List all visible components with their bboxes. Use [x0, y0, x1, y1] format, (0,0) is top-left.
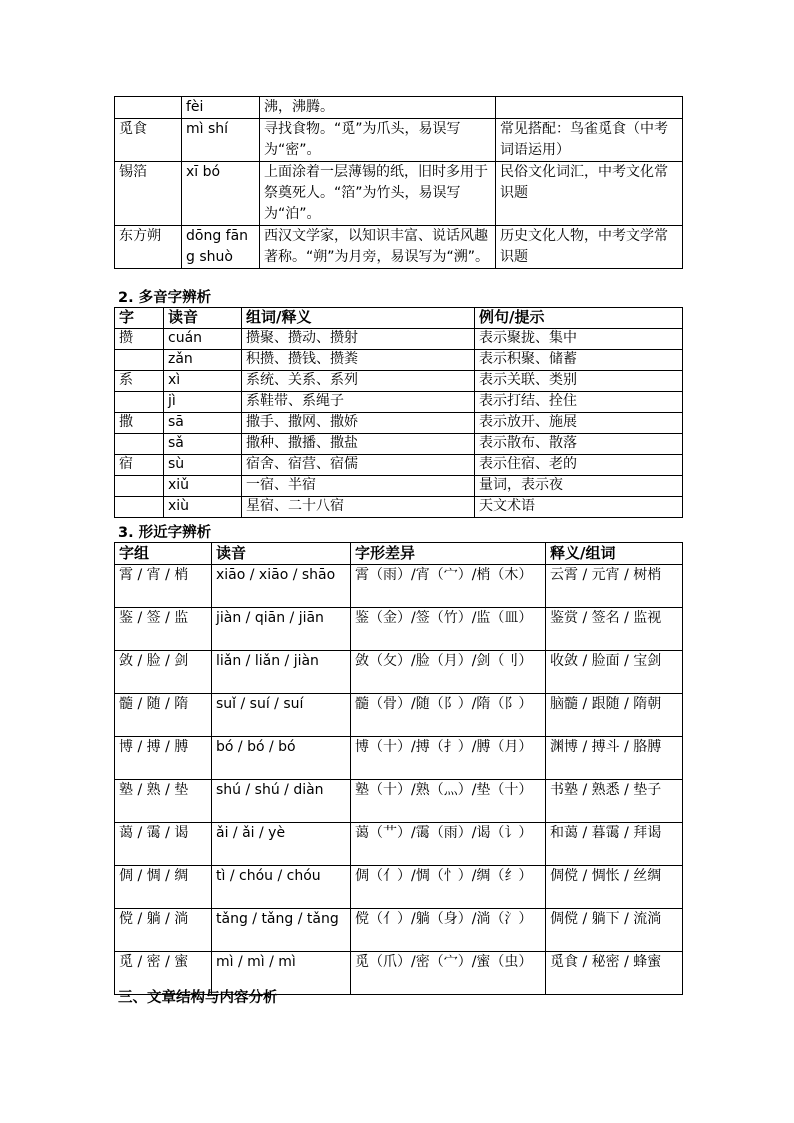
cell-char — [115, 350, 164, 371]
cell-diff: 倜（亻）/惆（忄）/绸（纟） — [351, 866, 546, 909]
polyphone-row — [115, 413, 683, 434]
polyphone-row — [115, 497, 683, 518]
cell-words: 系鞋带、系绳子 — [242, 392, 475, 413]
polyphone-row — [115, 434, 683, 455]
cell-words: 撒手、撒网、撒娇 — [242, 413, 475, 434]
cell-diff: 觅（爪）/密（宀）/蜜（虫） — [351, 952, 546, 995]
cell-char — [115, 392, 164, 413]
similar-chars-row — [115, 909, 683, 952]
cell-diff: 蔼（艹）/霭（雨）/谒（讠） — [351, 823, 546, 866]
cell-reading: xì — [164, 371, 242, 392]
header-cell: 字形差异 — [351, 543, 546, 565]
cell-words: 觅食 / 秘密 / 蜂蜜 — [546, 952, 683, 995]
cell-words: 倜傥 / 躺下 / 流淌 — [546, 909, 683, 952]
cell-words: 书塾 / 熟悉 / 垫子 — [546, 780, 683, 823]
header-cell: 字组 — [115, 543, 212, 565]
cell-reading: xiù — [164, 497, 242, 518]
cell-hint: 表示积聚、储蓄 — [475, 350, 683, 371]
cell-words: 积攒、攒钱、攒粪 — [242, 350, 475, 371]
cell-diff: 髓（骨）/随（阝）/隋（阝） — [351, 694, 546, 737]
section-heading-similar-chars: 3. 形近字辨析 — [118, 525, 212, 541]
cell-reading: xiǔ — [164, 476, 242, 497]
vocab-table — [114, 96, 683, 269]
polyphone-row — [115, 455, 683, 476]
polyphone-row — [115, 329, 683, 350]
cell-group: 敛 / 脸 / 剑 — [115, 651, 212, 694]
cell-diff: 塾（十）/熟（灬）/垫（十） — [351, 780, 546, 823]
cell-reading: xiāo / xiāo / shāo — [212, 565, 351, 608]
cell-reading: sǎ — [164, 434, 242, 455]
cell-reading: jì — [164, 392, 242, 413]
cell-meaning: 西汉文学家，以知识丰富、说话风趣著称。“朔”为月旁，易误写为“溯”。 — [260, 226, 496, 269]
cell-reading: tì / chóu / chóu — [212, 866, 351, 909]
cell-reading: bó / bó / bó — [212, 737, 351, 780]
vocab-row — [115, 162, 683, 226]
cell-reading: ǎi / ǎi / yè — [212, 823, 351, 866]
cell-pinyin: mì shí — [182, 119, 260, 162]
cell-diff: 敛（攵）/脸（月）/剑（刂） — [351, 651, 546, 694]
cell-words: 一宿、半宿 — [242, 476, 475, 497]
vocab-row — [115, 119, 683, 162]
similar-chars-row — [115, 780, 683, 823]
cell-group: 傥 / 躺 / 淌 — [115, 909, 212, 952]
cell-words: 攒聚、攒动、攒射 — [242, 329, 475, 350]
header-cell: 读音 — [164, 308, 242, 329]
similar-chars-row — [115, 651, 683, 694]
cell-group: 倜 / 惆 / 绸 — [115, 866, 212, 909]
cell-char: 系 — [115, 371, 164, 392]
polyphone-header-row — [115, 308, 683, 329]
cell-words: 渊博 / 搏斗 / 胳膊 — [546, 737, 683, 780]
cell-word: 锡箔 — [115, 162, 182, 226]
cell-reading: tǎng / tǎng / tǎng — [212, 909, 351, 952]
cell-note: 历史文化人物，中考文学常识题 — [496, 226, 683, 269]
vocab-row — [115, 226, 683, 269]
cell-char: 攒 — [115, 329, 164, 350]
cell-hint: 天文术语 — [475, 497, 683, 518]
header-cell: 组词/释义 — [242, 308, 475, 329]
cell-char — [115, 434, 164, 455]
polyphone-row — [115, 371, 683, 392]
cell-word: 觅食 — [115, 119, 182, 162]
cell-words: 收敛 / 脸面 / 宝剑 — [546, 651, 683, 694]
cell-char — [115, 497, 164, 518]
cell-group: 觅 / 密 / 蜜 — [115, 952, 212, 995]
cell-meaning: 上面涂着一层薄锡的纸，旧时多用于祭奠死人。“箔”为竹头，易误写为“泊”。 — [260, 162, 496, 226]
cell-pinyin: dōng fāng shuò — [182, 226, 260, 269]
similar-chars-row — [115, 866, 683, 909]
vocab-table-body — [115, 97, 683, 269]
cell-word: 东方朔 — [115, 226, 182, 269]
header-cell: 字 — [115, 308, 164, 329]
cell-meaning: 沸，沸腾。 — [260, 97, 496, 119]
similar-chars-row — [115, 737, 683, 780]
polyphone-table-body — [115, 329, 683, 518]
similar-chars-row — [115, 823, 683, 866]
cell-words: 鉴赏 / 签名 / 监视 — [546, 608, 683, 651]
cell-hint: 表示散布、散落 — [475, 434, 683, 455]
cell-reading: shú / shú / diàn — [212, 780, 351, 823]
cell-pinyin: xī bó — [182, 162, 260, 226]
cell-reading: zǎn — [164, 350, 242, 371]
cell-char — [115, 476, 164, 497]
cell-reading: mì / mì / mì — [212, 952, 351, 995]
cell-hint: 表示打结、拴住 — [475, 392, 683, 413]
cell-words: 宿舍、宿营、宿儒 — [242, 455, 475, 476]
cell-char: 宿 — [115, 455, 164, 476]
cell-group: 塾 / 熟 / 垫 — [115, 780, 212, 823]
cell-reading: jiàn / qiān / jiān — [212, 608, 351, 651]
cell-note — [496, 97, 683, 119]
cell-hint: 表示放开、施展 — [475, 413, 683, 434]
similar-chars-table-body — [115, 565, 683, 995]
cell-words: 云霄 / 元宵 / 树梢 — [546, 565, 683, 608]
similar-chars-row — [115, 608, 683, 651]
polyphone-row — [115, 392, 683, 413]
cell-group: 霄 / 宵 / 梢 — [115, 565, 212, 608]
similar-chars-table — [114, 542, 683, 995]
cell-group: 鉴 / 签 / 监 — [115, 608, 212, 651]
cell-words: 脑髓 / 跟随 / 隋朝 — [546, 694, 683, 737]
cell-reading: suǐ / suí / suí — [212, 694, 351, 737]
header-cell: 读音 — [212, 543, 351, 565]
cell-hint: 表示住宿、老的 — [475, 455, 683, 476]
cell-pinyin: fèi — [182, 97, 260, 119]
header-cell: 释义/组词 — [546, 543, 683, 565]
cell-diff: 鉴（金）/签（竹）/监（皿） — [351, 608, 546, 651]
cell-reading: liǎn / liǎn / jiàn — [212, 651, 351, 694]
cell-note: 民俗文化词汇，中考文化常识题 — [496, 162, 683, 226]
cell-diff: 霄（雨）/宵（宀）/梢（木） — [351, 565, 546, 608]
similar-chars-row — [115, 565, 683, 608]
cell-group: 蔼 / 霭 / 谒 — [115, 823, 212, 866]
vocab-row — [115, 97, 683, 119]
cell-meaning: 寻找食物。“觅”为爪头，易误写为“密”。 — [260, 119, 496, 162]
cell-group: 髓 / 随 / 隋 — [115, 694, 212, 737]
cell-words: 星宿、二十八宿 — [242, 497, 475, 518]
cell-diff: 傥（亻）/躺（身）/淌（氵） — [351, 909, 546, 952]
cell-words: 撒种、撒播、撒盐 — [242, 434, 475, 455]
cell-char: 撒 — [115, 413, 164, 434]
cell-word — [115, 97, 182, 119]
cell-group: 博 / 搏 / 膊 — [115, 737, 212, 780]
cell-words: 系统、关系、系列 — [242, 371, 475, 392]
cell-words: 和蔼 / 暮霭 / 拜谒 — [546, 823, 683, 866]
polyphone-row — [115, 350, 683, 371]
cell-reading: cuán — [164, 329, 242, 350]
polyphone-table — [114, 307, 683, 518]
header-cell: 例句/提示 — [475, 308, 683, 329]
cell-hint: 表示关联、类别 — [475, 371, 683, 392]
similar-chars-row — [115, 694, 683, 737]
section-heading-polyphone: 2. 多音字辨析 — [118, 290, 212, 306]
polyphone-row — [115, 476, 683, 497]
cell-reading: sù — [164, 455, 242, 476]
section-heading-structure: 三、文章结构与内容分析 — [118, 990, 278, 1006]
cell-diff: 博（十）/搏（扌）/膊（月） — [351, 737, 546, 780]
similar-chars-header-row — [115, 543, 683, 565]
cell-reading: sā — [164, 413, 242, 434]
cell-note: 常见搭配：鸟雀觅食（中考词语运用） — [496, 119, 683, 162]
cell-hint: 量词，表示夜 — [475, 476, 683, 497]
cell-words: 倜傥 / 惆怅 / 丝绸 — [546, 866, 683, 909]
cell-hint: 表示聚拢、集中 — [475, 329, 683, 350]
